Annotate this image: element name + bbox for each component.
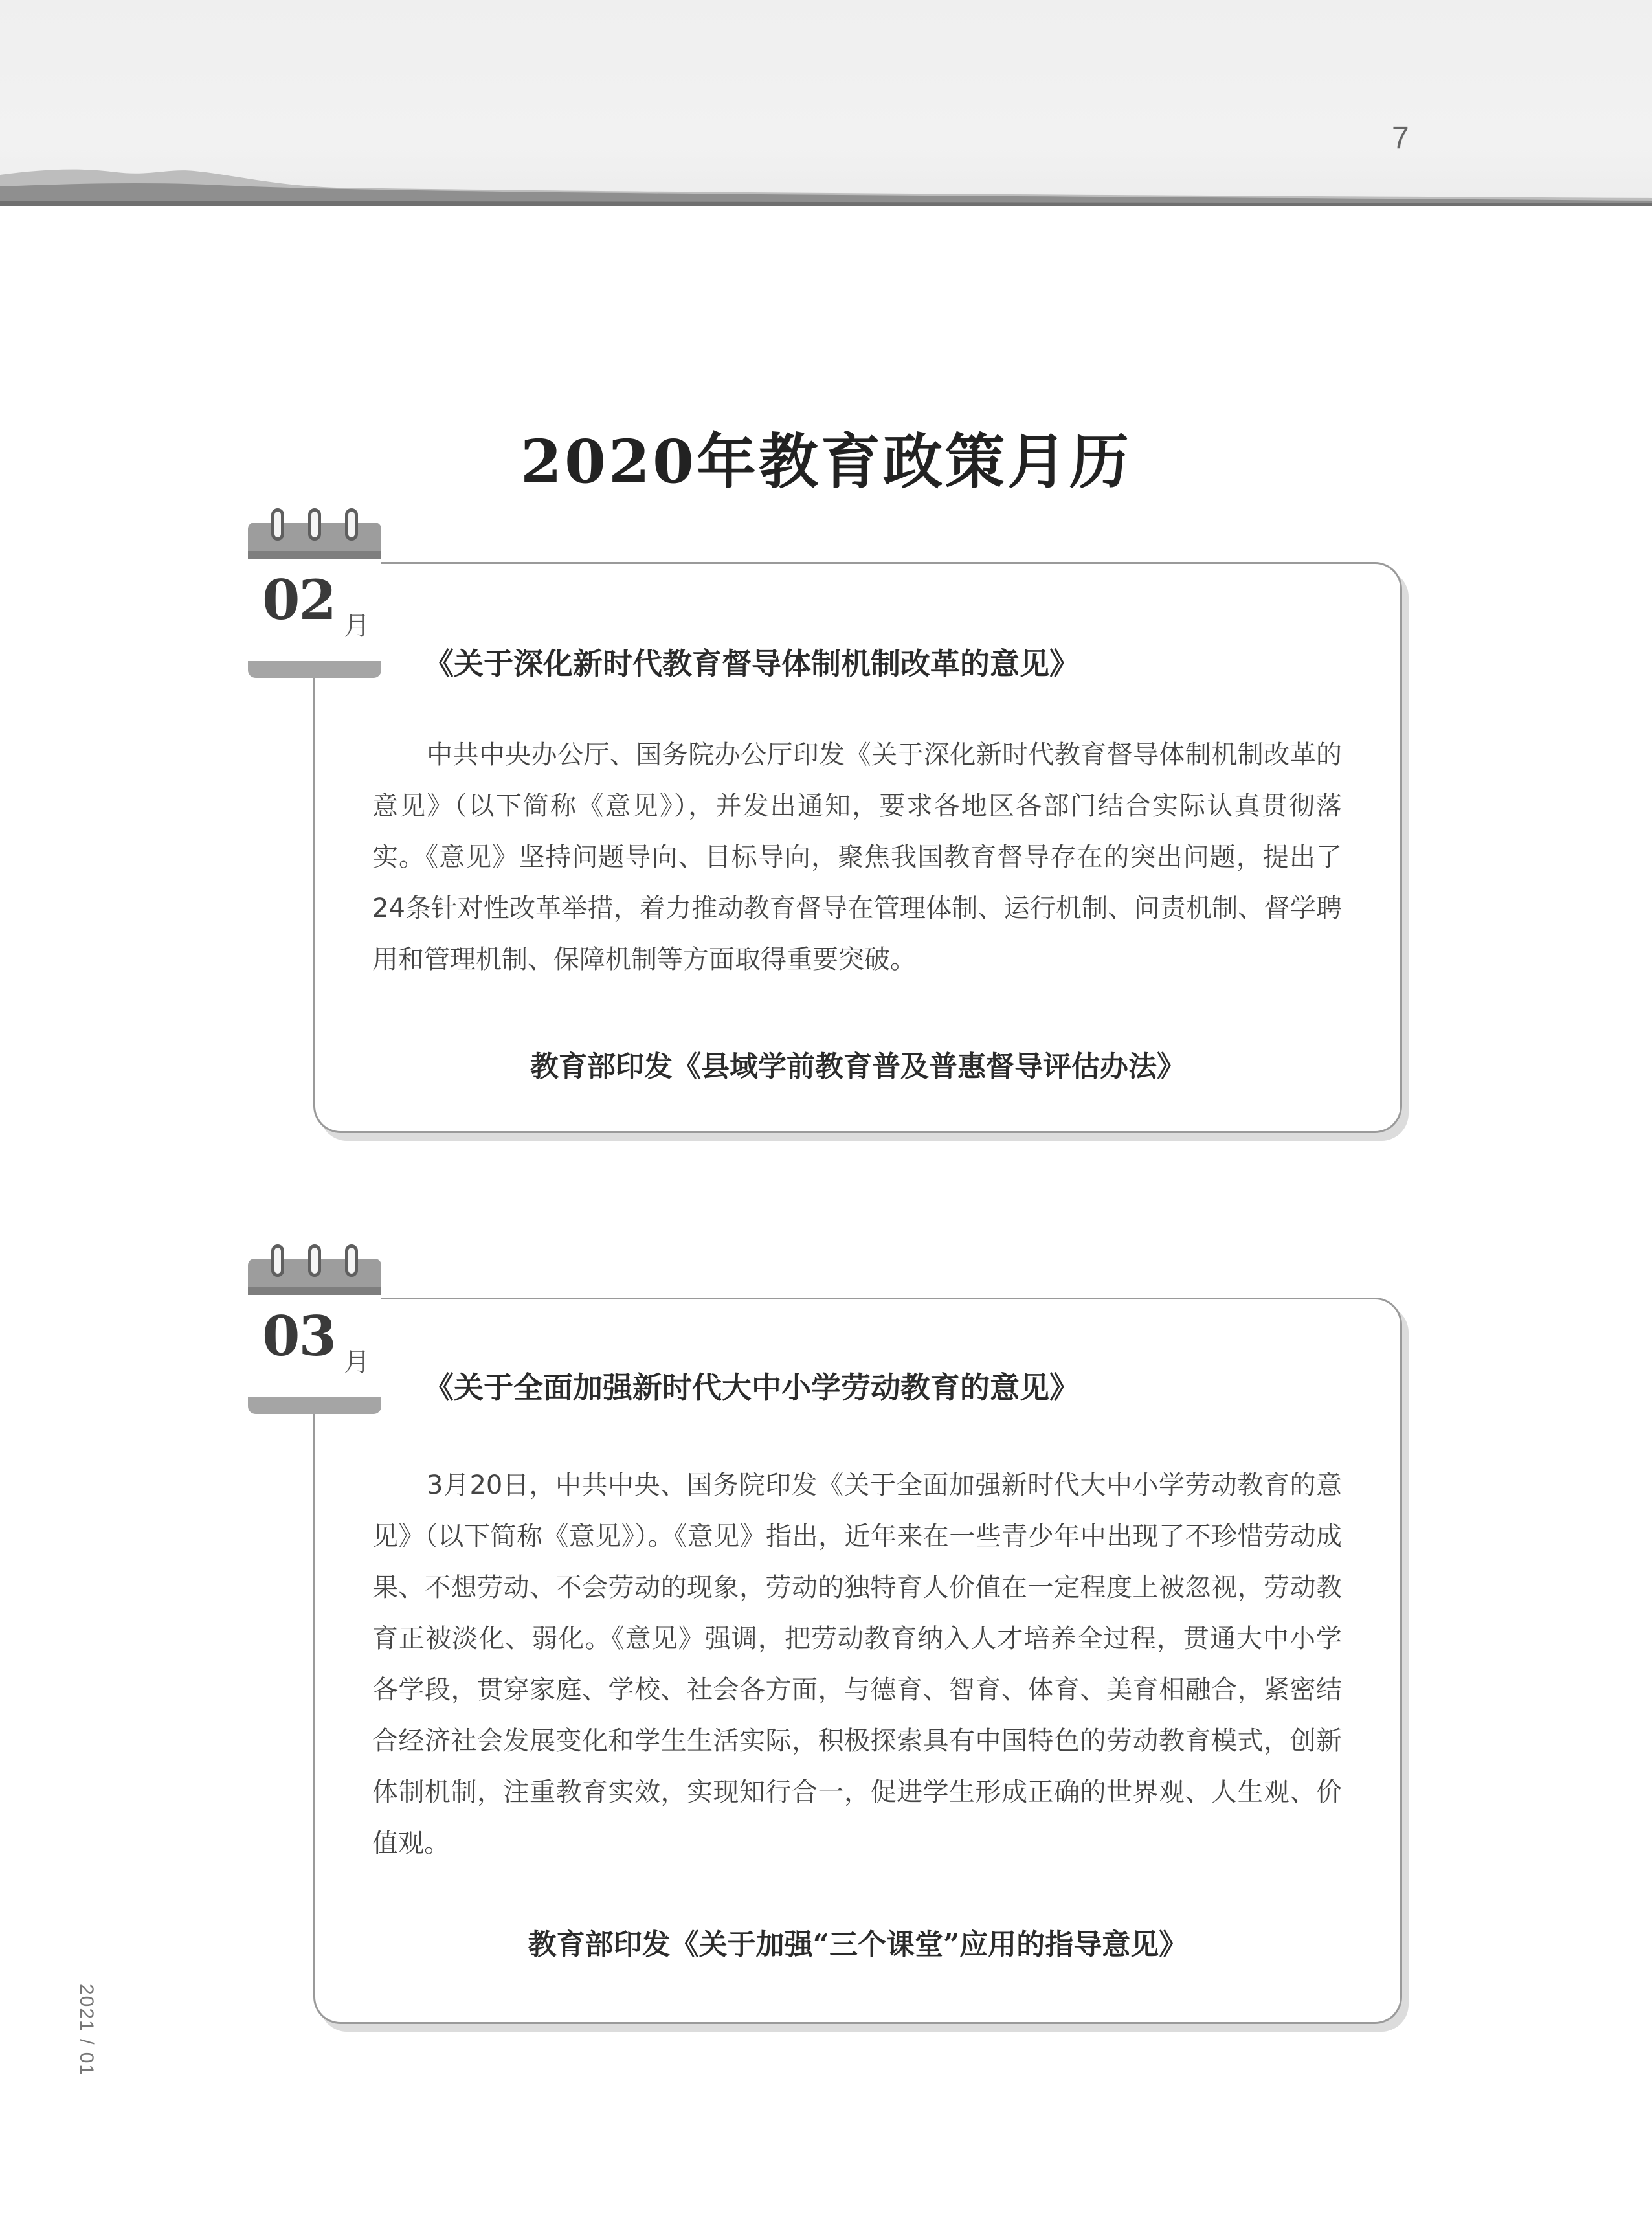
header-band xyxy=(0,0,1652,206)
month-unit: 月 xyxy=(344,611,370,641)
binder-ring-icon xyxy=(271,1244,284,1277)
binder-ring-icon xyxy=(308,1244,321,1277)
binder-ring-icon xyxy=(345,1244,358,1277)
policy-body: 3月20日，中共中央、国务院印发《关于全面加强新时代大中小学劳动教育的意见》（以下简称《意见》）。《意见》指出，近年来在一些青少年中出现了不珍惜劳动成果、不想劳动、不会劳动的现象，劳动的独特育人价值在一定程度上被忽视，劳动教育正被淡化、弱化。《意见》强调，把劳动教育纳入人才培养全过程，贯通大中小学各学段，贯穿家庭、学校、社会各方面，与德育、智育、体育、美育相融合，紧密结合经济社会发展变化和学生生活实际，积极探索具有中国特色的劳动教育模式，创新体制机制，注重教育实效，实现知行合一，促进学生形成正确的世界观、人生观、价值观。 xyxy=(372,1470,1342,1858)
page-number: 7 xyxy=(1392,121,1409,155)
month-card-march xyxy=(313,1298,1402,2024)
binder-ring-icon xyxy=(345,508,358,541)
binder-ring-icon xyxy=(308,508,321,541)
mountain-silhouette-icon xyxy=(0,155,1652,206)
month-card-february xyxy=(313,562,1402,1133)
calendar-badge-february xyxy=(248,508,381,678)
month-number: 03 xyxy=(262,1304,335,1368)
page-title: 2020年教育政策月历 xyxy=(520,427,1132,497)
month-unit: 月 xyxy=(344,1347,370,1377)
month-number: 02 xyxy=(262,568,335,632)
issue-tag: 2021 / 01 xyxy=(76,1984,97,2077)
policy-footer-note: 教育部印发《县域学前教育普及普惠督导评估办法》 xyxy=(530,1050,1185,1083)
policy-heading: 《关于全面加强新时代大中小学劳动教育的意见》 xyxy=(424,1370,1079,1405)
binder-ring-icon xyxy=(271,508,284,541)
calendar-badge-march xyxy=(248,1244,381,1414)
policy-heading: 《关于深化新时代教育督导体制机制改革的意见》 xyxy=(424,646,1079,681)
policy-footer-note: 教育部印发《关于加强“三个课堂”应用的指导意见》 xyxy=(528,1928,1188,1961)
policy-body: 中共中央办公厅、国务院办公厅印发《关于深化新时代教育督导体制机制改革的意见》（以下简称《意见》），并发出通知，要求各地区各部门结合实际认真贯彻落实。《意见》坚持问题导向、目标导向，聚焦我国教育督导存在的突出问题，提出了24条针对性改革举措，着力推动教育督导在管理体制、运行机制、问责机制、督学聘用和管理机制、保障机制等方面取得重要突破。 xyxy=(372,740,1342,974)
